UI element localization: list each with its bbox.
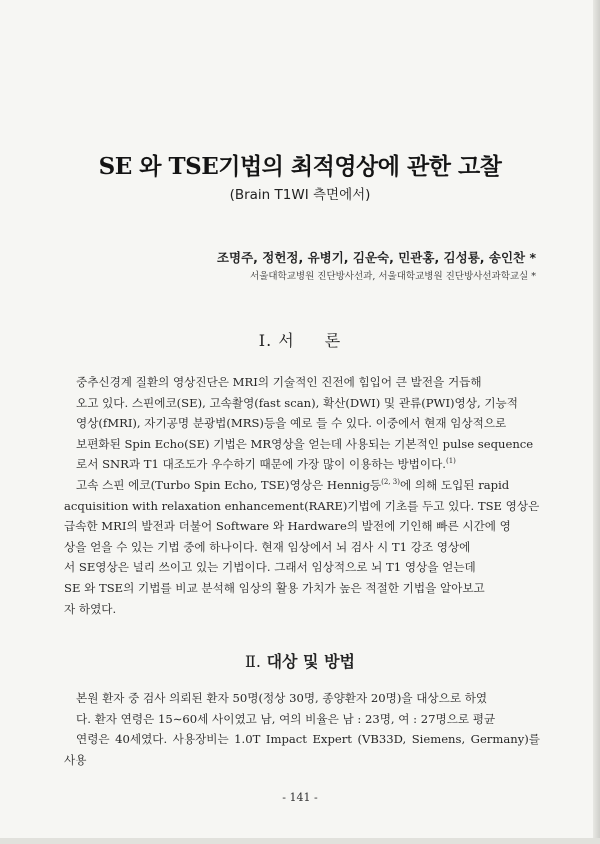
text-line: SE 와 TSE의 기법를 비교 분석해 임상의 활용 가치가 높은 적절한 기법을 알아보고 <box>64 580 485 595</box>
text-line: acquisition with relaxation enhancement(RARE)기법에 기초를 두고 있다. TSE 영상은 <box>64 498 540 513</box>
text-line <box>64 454 540 475</box>
reference-marker: (1) <box>445 457 456 466</box>
text-span: 고속 스핀 에코(Turbo Spin Echo, TSE)영상은 Hennig등 <box>76 478 382 492</box>
text-line: 본원 환자 중 검사 의뢰된 환자 50명(정상 30명, 종양환자 20명)을 대상으로 하였 <box>76 691 488 705</box>
paper-title: SE 와 TSE기법의 최적영상에 관한 고찰 <box>98 153 502 180</box>
text-span: 로서 SNR과 T1 대조도가 우수하기 때문에 가장 많이 이용하는 방법이다. <box>76 457 446 472</box>
affiliations: 서울대학교병원 진단방사선과, 서울대학교병원 진단방사선과학교실 * <box>250 271 536 282</box>
section-title-part: 서 <box>278 331 295 350</box>
text-line: 오고 있다. 스핀에코(SE), 고속촬영(fast scan), 확산(DWI) 및 관류(PWI)영상, 기능적 <box>76 395 518 410</box>
section-numeral: Ⅱ. <box>245 652 261 671</box>
section-title: 대상 및 방법 <box>266 652 355 671</box>
reference-marker: (2, 3) <box>381 478 400 487</box>
text-line: 보편화된 Spin Echo(SE) 기법은 MR영상을 얻는데 사용되는 기본적인 pulse sequence <box>76 436 534 451</box>
section-title-part: 론 <box>324 331 342 350</box>
text-line: 급속한 MRI의 발전과 더불어 Software 와 Hardware의 발전에 기인해 빠른 시간에 영 <box>64 519 511 534</box>
intro-paragraph-1 <box>64 372 540 475</box>
section-numeral: Ⅰ. <box>258 331 273 350</box>
page-edge-shadow <box>593 0 600 844</box>
text-line <box>64 475 540 496</box>
methods-paragraph <box>64 688 540 770</box>
page-bottom-edge <box>0 838 600 844</box>
section-heading-introduction <box>0 328 600 351</box>
text-line: 연령은 40세였다. 사용장비는 1.0T Impact Expert (VB33D, Siemens, Germany)를 사용 <box>64 732 540 767</box>
text-span: 에 의해 도입된 rapid <box>399 478 510 492</box>
text-line: 상을 얻을 수 있는 기법 중에 하나이다. 현재 임상에서 뇌 검사 시 T1 강조 영상에 <box>64 539 471 554</box>
text-line: 중추신경계 질환의 영상진단은 MRI의 기술적인 진전에 힘입어 큰 발전을 거듭해 <box>76 375 482 389</box>
text-line: 영상(fMRI), 자기공명 분광법(MRS)등을 예로 들 수 있다. 이중에서 현재 임상적으로 <box>76 416 507 431</box>
text-line: 자 하였다. <box>64 601 117 616</box>
text-line: 다. 환자 연령은 15∼60세 사이였고 남, 여의 비율은 남 : 23명, 여 : 27명으로 평균 <box>76 711 496 726</box>
text-line: 서 SE영상은 널리 쓰이고 있는 기법이다. 그래서 임상적으로 뇌 T1 영상을 얻는데 <box>64 560 476 575</box>
paper-subtitle: (Brain T1WI 측면에서) <box>229 187 371 203</box>
intro-paragraph-2 <box>64 475 540 619</box>
author-list: 조명주, 정헌정, 유병기, 김운숙, 민관홍, 김성룡, 송인찬 * <box>216 250 536 265</box>
page-number: - 141 - <box>282 791 318 804</box>
section-heading-methods <box>0 649 600 672</box>
